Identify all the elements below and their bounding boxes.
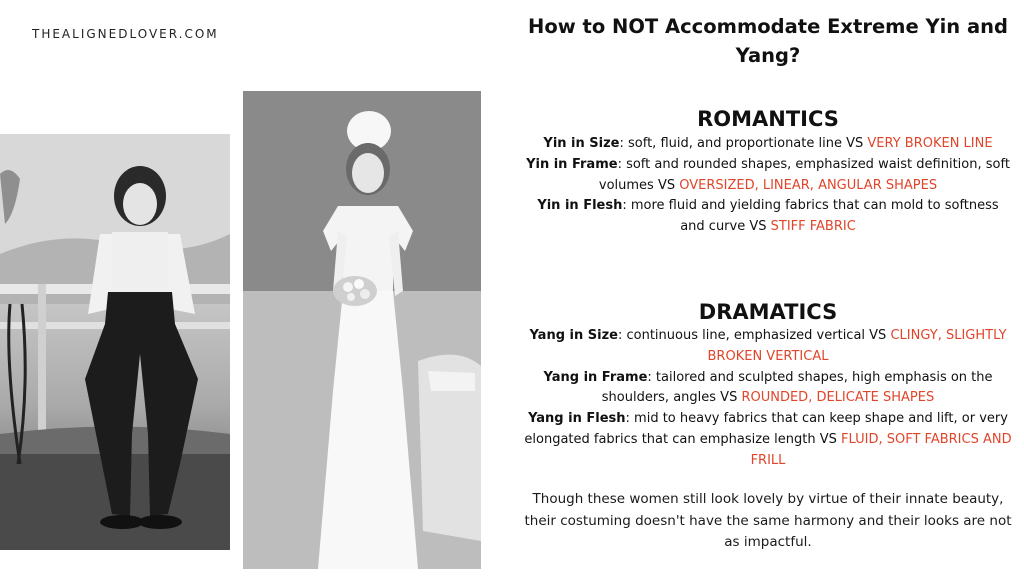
photo-romantic-example [0, 134, 230, 550]
item-highlight: ROUNDED, DELICATE SHAPES [741, 390, 935, 406]
romantics-yin-size [524, 134, 1012, 155]
dramatics-yang-size [524, 326, 1012, 368]
item-text: : mid to heavy fabrics that can keep shape and lift, or very elongated fabrics that can emphasize length VS [524, 411, 1008, 447]
closing-paragraph: Though these women still look lovely by virtue of their innate beauty, their costuming doesn't have the same harmony and their looks are not as impactful. [524, 491, 1012, 550]
item-label: Yang in Flesh [528, 411, 626, 427]
dramatics-list [524, 326, 1012, 472]
item-label: Yang in Size [529, 328, 618, 343]
site-name: THEALIGNEDLOVER.COM [32, 27, 219, 41]
romantics-yin-flesh [524, 196, 1012, 238]
photo-dramatic-illustration [243, 91, 481, 569]
item-text: : soft, fluid, and proportionate line VS [619, 136, 868, 151]
photo-dramatic-example [243, 91, 481, 569]
item-highlight: VERY BROKEN LINE [867, 136, 993, 151]
romantics-list [524, 134, 1012, 238]
item-label: Yang in Frame [543, 369, 648, 385]
section-heading-dramatics: DRAMATICS [698, 300, 838, 324]
item-label: Yin in Flesh [537, 198, 623, 214]
item-highlight: FLUID, SOFT FABRICS AND FRILL [750, 431, 1012, 468]
dramatics-yang-frame [524, 368, 1012, 410]
romantics-yin-frame [524, 155, 1012, 197]
item-label: Yin in Size [543, 136, 620, 151]
section-heading-romantics: ROMANTICS [697, 107, 839, 131]
dramatics-yang-flesh [524, 409, 1012, 471]
item-label: Yin in Frame [526, 156, 618, 172]
item-highlight: STIFF FABRIC [770, 219, 856, 235]
item-text: : tailored and sculpted shapes, high emphasis on the shoulders, angles VS [601, 369, 993, 406]
item-text: : continuous line, emphasized vertical VS [617, 328, 891, 343]
item-highlight: OVERSIZED, LINEAR, ANGULAR SHAPES [679, 177, 938, 193]
photo-romantic-illustration [0, 134, 230, 550]
item-text: : more fluid and yielding fabrics that can mold to softness and curve VS [622, 198, 999, 235]
item-text: : soft and rounded shapes, emphasized waist definition, soft volumes VS [598, 156, 1010, 193]
item-highlight: CLINGY, SLIGHTLY BROKEN VERTICAL [707, 328, 1007, 364]
page-title: How to NOT Accommodate Extreme Yin and Yang? [528, 15, 1008, 67]
